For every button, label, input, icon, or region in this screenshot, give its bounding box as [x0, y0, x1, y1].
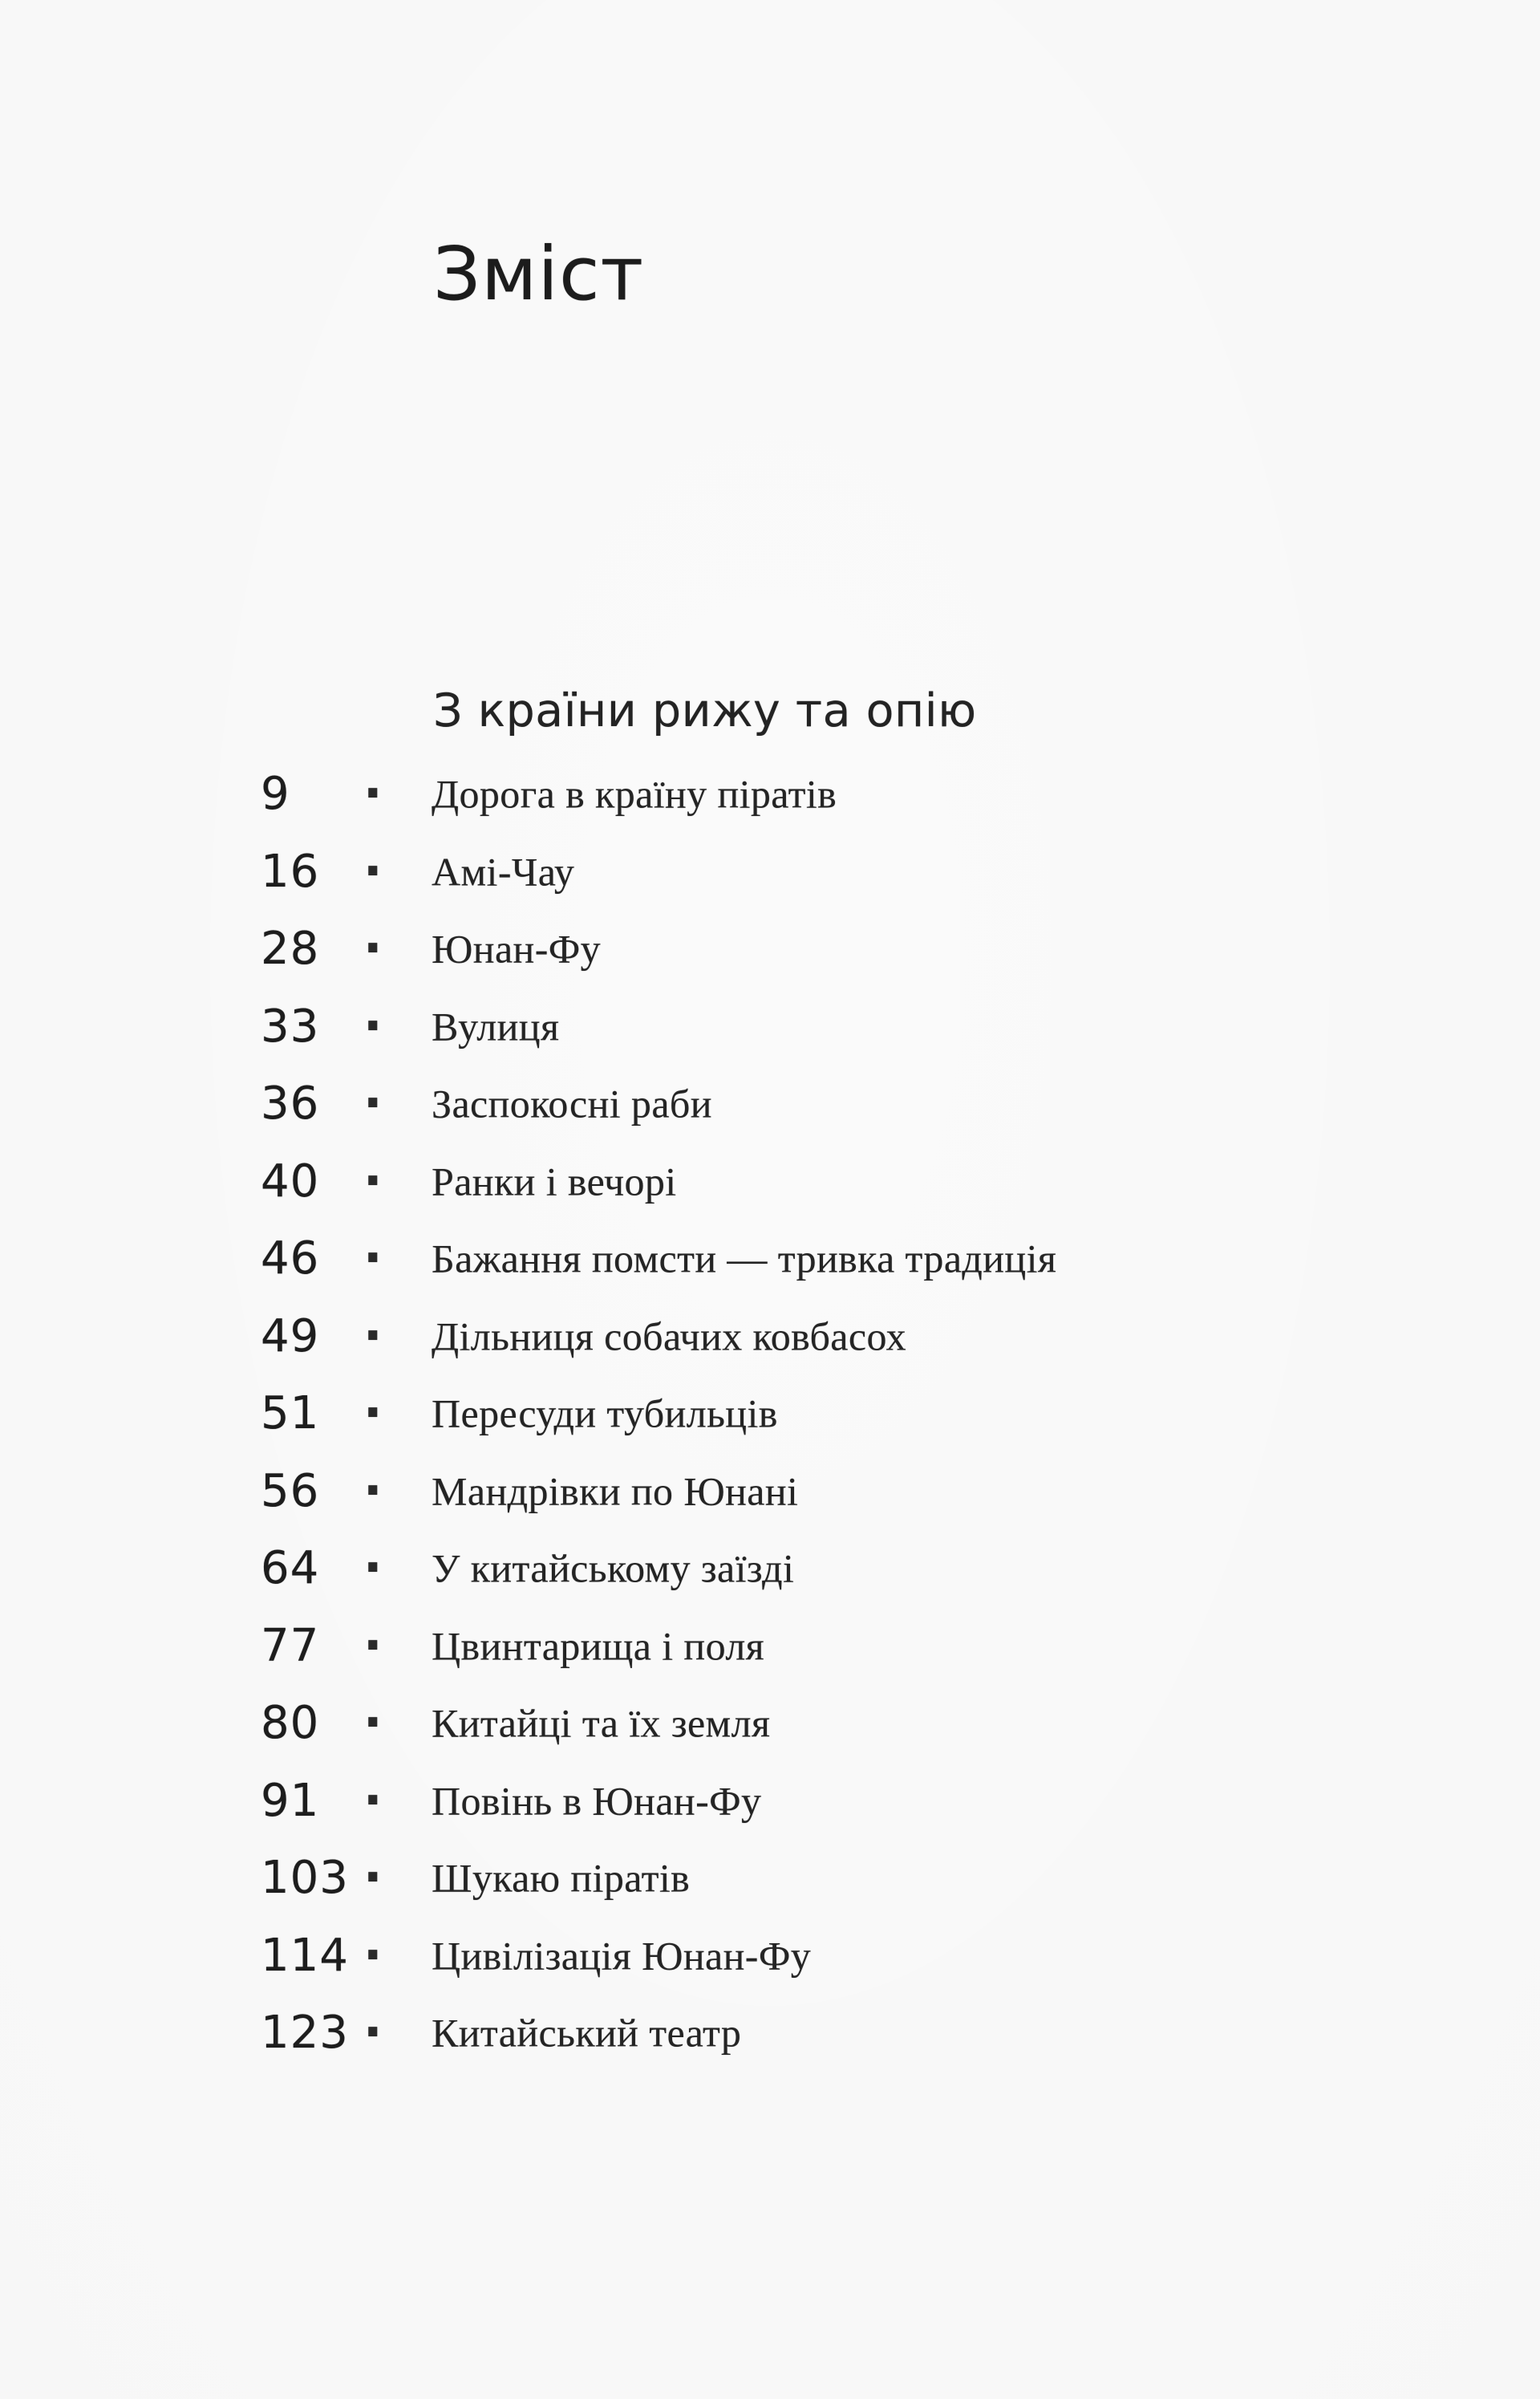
chapter-title: Юнан-Фу	[432, 926, 602, 972]
dot-separator: ·	[363, 1151, 383, 1210]
toc-row	[261, 1995, 1424, 2072]
dot-separator: ·	[363, 919, 383, 978]
chapter-title: У китайському заїзді	[432, 1545, 795, 1591]
chapter-title: Мандрівки по Юнані	[432, 1468, 799, 1513]
toc-row	[261, 1840, 1424, 1918]
page-number: 91	[261, 1774, 320, 1827]
dot-separator: ·	[363, 1538, 383, 1597]
chapter-title: Китайці та їх земля	[432, 1700, 771, 1746]
toc-list	[261, 756, 1424, 2072]
page-number: 64	[261, 1542, 320, 1595]
dot-separator: ·	[363, 1615, 383, 1674]
toc-row	[261, 1685, 1424, 1763]
section-heading: З країни рижу та опію	[433, 684, 977, 737]
page-number: 80	[261, 1697, 320, 1750]
dot-separator: ·	[363, 1693, 383, 1752]
chapter-title: Цвинтарища і поля	[432, 1623, 765, 1668]
toc-row	[261, 988, 1424, 1066]
toc-row	[261, 1298, 1424, 1376]
dot-separator: ·	[363, 2003, 383, 2062]
toc-row	[261, 1453, 1424, 1531]
chapter-title: Шукаю піратів	[432, 1855, 691, 1901]
toc-row	[261, 1608, 1424, 1686]
toc-row	[261, 1918, 1424, 1995]
dot-separator: ·	[363, 996, 383, 1055]
dot-separator: ·	[363, 1228, 383, 1288]
page-number: 51	[261, 1387, 320, 1440]
dot-separator: ·	[363, 841, 383, 900]
page-number: 123	[261, 2007, 349, 2060]
toc-row	[261, 911, 1424, 988]
chapter-title: Дорога в країну піратів	[432, 771, 837, 817]
chapter-title: Амі-Чау	[432, 849, 575, 894]
toc-row	[261, 1763, 1424, 1841]
page-number: 9	[261, 768, 290, 821]
chapter-title: Китайський театр	[432, 2010, 742, 2056]
dot-separator: ·	[363, 1460, 383, 1520]
page-number: 114	[261, 1929, 349, 1982]
toc-row	[261, 756, 1424, 834]
page-number: 77	[261, 1619, 320, 1672]
chapter-title: Вулиця	[432, 1004, 560, 1049]
chapter-title: Ранки і вечорі	[432, 1159, 677, 1204]
dot-separator: ·	[363, 1074, 383, 1133]
toc-row	[261, 1375, 1424, 1453]
page-number: 46	[261, 1232, 320, 1285]
dot-separator: ·	[363, 1770, 383, 1829]
chapter-title: Повінь в Юнан-Фу	[432, 1778, 762, 1823]
chapter-title: Пересуди тубильців	[432, 1390, 778, 1436]
page-number: 56	[261, 1464, 320, 1517]
page-number: 16	[261, 845, 320, 898]
page-number: 40	[261, 1155, 320, 1208]
toc-row	[261, 1220, 1424, 1298]
page-number: 103	[261, 1852, 349, 1905]
toc-row	[261, 1530, 1424, 1608]
chapter-title: Заспокосні раби	[432, 1081, 712, 1126]
dot-separator: ·	[363, 764, 383, 823]
toc-row	[261, 1066, 1424, 1143]
dot-separator: ·	[363, 1848, 383, 1907]
chapter-title: Цивілізація Юнан-Фу	[432, 1933, 812, 1978]
dot-separator: ·	[363, 1305, 383, 1365]
dot-separator: ·	[363, 1925, 383, 1984]
toc-row	[261, 1143, 1424, 1221]
dot-separator: ·	[363, 1383, 383, 1443]
page-number: 49	[261, 1309, 320, 1362]
page-number: 36	[261, 1078, 320, 1130]
chapter-title: Дільниця собачих ковбасох	[432, 1313, 907, 1358]
page-number: 28	[261, 923, 320, 976]
page-number: 33	[261, 1000, 320, 1053]
chapter-title: Бажання помсти — тривка традиція	[432, 1236, 1057, 1281]
page-title: Зміст	[433, 231, 645, 317]
toc-row	[261, 834, 1424, 911]
